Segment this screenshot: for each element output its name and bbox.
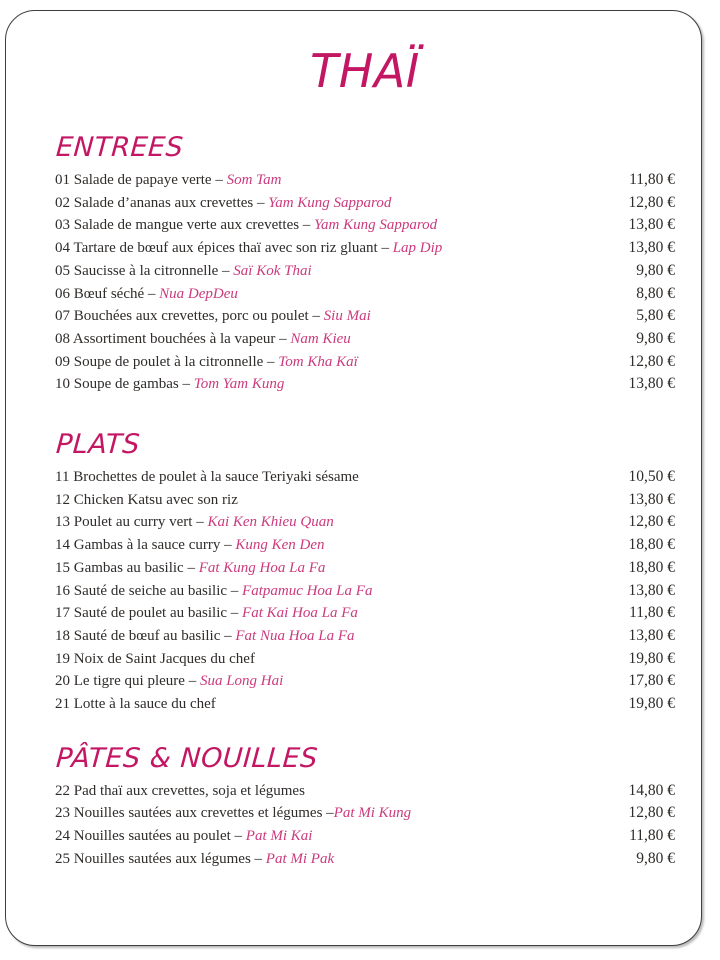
item-thai-name: Lap Dip bbox=[392, 240, 443, 257]
item-price: 13,80 € bbox=[628, 239, 675, 257]
item-name: 18 Sauté de bœuf au basilic – bbox=[55, 627, 236, 644]
item-text bbox=[55, 193, 605, 215]
menu-item-row bbox=[55, 825, 675, 848]
item-thai-name: Pat Mi Kai bbox=[245, 828, 313, 845]
menu-item-row bbox=[55, 489, 675, 512]
item-text bbox=[55, 781, 605, 803]
menu-item-row bbox=[55, 648, 675, 671]
item-text bbox=[55, 826, 605, 848]
item-thai-name: Kai Ken Khieu Quan bbox=[207, 514, 334, 531]
item-name: 19 Noix de Saint Jacques du chef bbox=[55, 650, 255, 667]
item-thai-name: Saï Kok Thai bbox=[233, 262, 312, 279]
item-text bbox=[55, 512, 605, 534]
item-name: 04 Tartare de bœuf aux épices thaï avec son riz gluant – bbox=[55, 240, 393, 257]
item-name: 13 Poulet au curry vert – bbox=[55, 514, 208, 531]
item-text bbox=[55, 803, 605, 825]
item-price: 13,80 € bbox=[628, 581, 675, 599]
item-name: 22 Pad thaï aux crevettes, soja et légumes bbox=[55, 782, 305, 799]
item-text bbox=[55, 581, 605, 603]
item-price: 10,50 € bbox=[628, 468, 675, 486]
menu-item-row bbox=[55, 602, 675, 625]
item-price: 9,80 € bbox=[636, 329, 675, 347]
menu-section-pates-nouilles bbox=[55, 744, 675, 871]
item-text bbox=[55, 352, 605, 374]
item-price: 12,80 € bbox=[628, 193, 675, 211]
section-heading-plats: PLATS bbox=[55, 429, 142, 461]
item-name: 24 Nouilles sautées au poulet – bbox=[55, 828, 246, 845]
item-price: 9,80 € bbox=[636, 261, 675, 279]
menu-item-row bbox=[55, 466, 675, 489]
menu-item-row bbox=[55, 328, 675, 351]
item-thai-name: Tom Yam Kung bbox=[193, 376, 285, 393]
item-text bbox=[55, 849, 605, 871]
item-price: 17,80 € bbox=[628, 672, 675, 690]
menu-section-plats bbox=[55, 430, 675, 716]
item-thai-name: Sua Long Hai bbox=[199, 673, 284, 690]
item-name: 11 Brochettes de poulet à la sauce Teriyaki sésame bbox=[55, 469, 359, 486]
item-price: 12,80 € bbox=[628, 513, 675, 531]
menu-item-row bbox=[55, 214, 675, 237]
item-name: 21 Lotte à la sauce du chef bbox=[55, 696, 216, 713]
item-price: 8,80 € bbox=[636, 284, 675, 302]
item-name: 01 Salade de papaye verte – bbox=[55, 172, 227, 188]
item-text bbox=[55, 215, 605, 237]
section-heading-pates-nouilles: PÂTES & NOUILLES bbox=[55, 742, 319, 774]
menu-content bbox=[6, 45, 701, 871]
item-price: 5,80 € bbox=[636, 307, 675, 325]
item-thai-name: Tom Kha Kaï bbox=[278, 353, 358, 370]
menu-item-row bbox=[55, 237, 675, 260]
item-name: 09 Soupe de poulet à la citronnelle – bbox=[55, 353, 279, 370]
item-thai-name: Fat Kai Hoa La Fa bbox=[242, 605, 358, 622]
item-name: 14 Gambas à la sauce curry – bbox=[55, 537, 236, 554]
item-name: 06 Bœuf séché – bbox=[55, 285, 160, 302]
item-price: 12,80 € bbox=[628, 352, 675, 370]
item-price: 14,80 € bbox=[628, 781, 675, 799]
item-text bbox=[55, 284, 605, 306]
item-name: 05 Saucisse à la citronnelle – bbox=[55, 262, 234, 279]
menu-item-row bbox=[55, 780, 675, 803]
item-name: 20 Le tigre qui pleure – bbox=[55, 673, 200, 690]
item-name: 16 Sauté de seiche au basilic – bbox=[55, 582, 243, 599]
item-text bbox=[55, 490, 605, 512]
item-price: 13,80 € bbox=[628, 626, 675, 644]
item-thai-name: Fat Kung Hoa La Fa bbox=[198, 559, 326, 576]
item-text bbox=[55, 535, 605, 557]
item-thai-name: Yam Kung Sapparod bbox=[314, 217, 438, 234]
menu-item-row bbox=[55, 192, 675, 215]
item-thai-name: Siu Mai bbox=[323, 308, 371, 325]
section-heading-entrees: ENTREES bbox=[55, 132, 185, 163]
item-name: 03 Salade de mangue verte aux crevettes – bbox=[55, 217, 315, 234]
item-name: 12 Chicken Katsu avec son riz bbox=[55, 491, 238, 508]
menu-item-row bbox=[55, 670, 675, 693]
item-name: 08 Assortiment bouchées à la vapeur – bbox=[55, 330, 291, 347]
item-price: 18,80 € bbox=[628, 536, 675, 554]
item-thai-name: Pat Mi Kung bbox=[333, 805, 412, 822]
menu-item-row bbox=[55, 283, 675, 306]
item-text bbox=[55, 306, 605, 328]
item-text bbox=[55, 603, 605, 625]
menu-item-row bbox=[55, 351, 675, 374]
menu-item-row bbox=[55, 260, 675, 283]
menu-item-row bbox=[55, 534, 675, 557]
item-price: 11,80 € bbox=[629, 171, 675, 188]
item-name: 07 Bouchées aux crevettes, porc ou poulet – bbox=[55, 308, 324, 325]
item-text bbox=[55, 329, 605, 351]
item-thai-name: Fatpamuc Hoa La Fa bbox=[242, 582, 373, 599]
menu-item-row bbox=[55, 557, 675, 580]
item-text bbox=[55, 626, 605, 648]
menu-title: THAÏ bbox=[310, 44, 420, 98]
item-text bbox=[55, 694, 605, 716]
item-thai-name: Nua DepDeu bbox=[159, 285, 238, 302]
item-text bbox=[55, 671, 605, 693]
item-price: 19,80 € bbox=[628, 649, 675, 667]
item-price: 19,80 € bbox=[628, 695, 675, 713]
menu-item-row bbox=[55, 625, 675, 648]
item-text bbox=[55, 170, 605, 192]
item-price: 9,80 € bbox=[636, 849, 675, 867]
item-price: 12,80 € bbox=[628, 804, 675, 822]
item-price: 13,80 € bbox=[628, 375, 675, 393]
item-text bbox=[55, 238, 605, 260]
item-thai-name: Yam Kung Sapparod bbox=[268, 194, 392, 211]
menu-item-row bbox=[55, 169, 675, 192]
item-name: 25 Nouilles sautées aux légumes – bbox=[55, 850, 266, 867]
item-text bbox=[55, 649, 605, 671]
menu-card bbox=[5, 10, 702, 946]
item-thai-name: Nam Kieu bbox=[290, 330, 351, 347]
item-name: 10 Soupe de gambas – bbox=[55, 376, 194, 393]
item-price: 13,80 € bbox=[628, 216, 675, 234]
item-text bbox=[55, 467, 605, 489]
menu-item-row bbox=[55, 305, 675, 328]
item-name: 17 Sauté de poulet au basilic – bbox=[55, 605, 243, 622]
menu-item-row bbox=[55, 511, 675, 534]
item-text bbox=[55, 374, 605, 396]
item-price: 13,80 € bbox=[628, 490, 675, 508]
menu-item-row bbox=[55, 693, 675, 716]
item-name: 02 Salade d’ananas aux crevettes – bbox=[55, 194, 269, 211]
item-price: 11,80 € bbox=[629, 604, 675, 622]
menu-section-entrees bbox=[55, 133, 675, 396]
item-name: 23 Nouilles sautées aux crevettes et légumes – bbox=[55, 805, 334, 822]
menu-item-row bbox=[55, 373, 675, 396]
item-price: 11,80 € bbox=[629, 827, 675, 845]
menu-item-row bbox=[55, 848, 675, 871]
item-thai-name: Kung Ken Den bbox=[235, 537, 325, 554]
item-thai-name: Fat Nua Hoa La Fa bbox=[235, 627, 355, 644]
item-name: 15 Gambas au basilic – bbox=[55, 559, 199, 576]
item-thai-name: Pat Mi Pak bbox=[265, 850, 335, 867]
item-text bbox=[55, 558, 605, 580]
item-text bbox=[55, 261, 605, 283]
menu-item-row bbox=[55, 580, 675, 603]
item-price: 18,80 € bbox=[628, 558, 675, 576]
menu-item-row bbox=[55, 802, 675, 825]
item-thai-name: Som Tam bbox=[226, 172, 282, 188]
